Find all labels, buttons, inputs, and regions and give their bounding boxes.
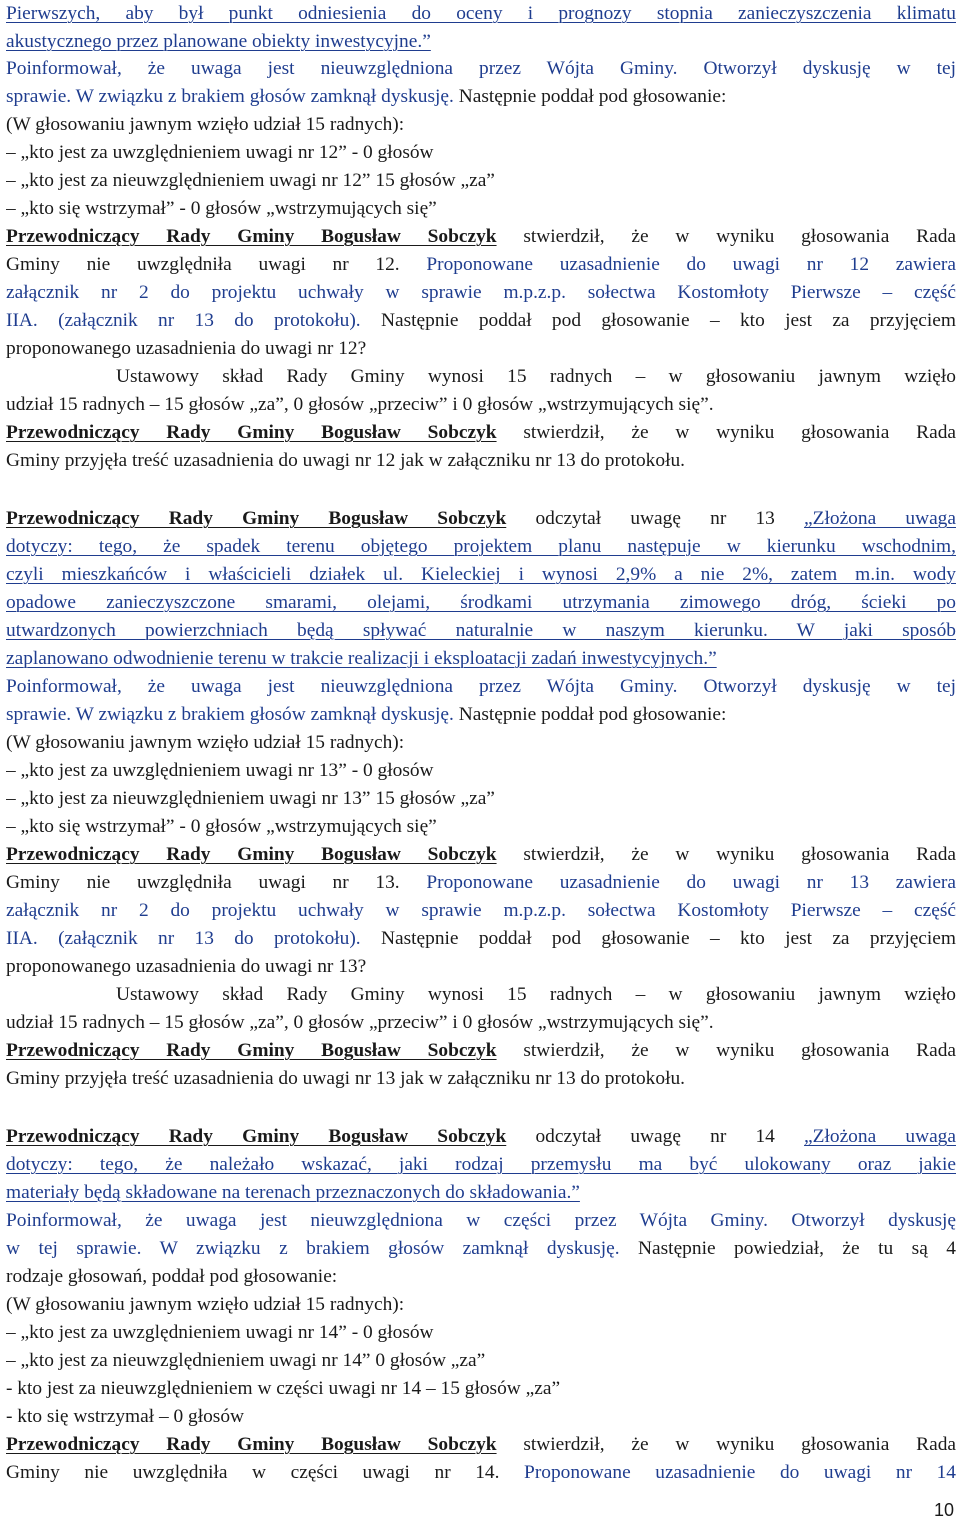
text-segment: Ustawowy skład Rady Gminy wynosi 15 radnych – w głosowaniu jawnym wzięło — [116, 984, 956, 1005]
chairman-name: Pierwszych, aby był punkt odniesienia do oceny i prognozy stopnia zanieczyszczenia klimatu — [6, 3, 956, 24]
text-segment: udział 15 radnych – 15 głosów „za”, 0 głosów „przeciw” i 0 głosów „wstrzymujących się”. — [6, 1012, 714, 1033]
text-line — [6, 1347, 956, 1375]
chairman-name: dotyczy: tego, że spadek terenu objętego projektem planu następuje w kierunku wschodnim, — [6, 536, 956, 557]
text-line — [6, 28, 956, 56]
chairman-name: Przewodniczący Rady Gminy Bogusław Sobczyk — [6, 1126, 507, 1147]
chairman-name: Proponowane uzasadnienie do uwagi nr 12 zawiera — [426, 254, 956, 275]
text-segment: – „kto jest za uwzględnieniem uwagi nr 14” - 0 głosów — [6, 1322, 434, 1343]
text-segment: – „kto jest za nieuwzględnieniem uwagi nr 14” 0 głosów „za” — [6, 1350, 486, 1371]
chairman-name: materiały będą składowane na terenach przeznaczonych do składowania.” — [6, 1182, 580, 1203]
text-segment: - kto się wstrzymał – 0 głosów — [6, 1406, 245, 1427]
text-segment: Gminy nie uwzględniła uwagi nr 13. — [6, 872, 427, 893]
chairman-name: Przewodniczący Rady Gminy Bogusław Sobczyk — [6, 508, 507, 529]
text-line — [6, 729, 956, 757]
chairman-name: Przewodniczący Rady Gminy Bogusław Sobczyk — [6, 1434, 497, 1455]
text-segment: Następnie poddał pod głosowanie – kto jest za przyjęciem — [380, 310, 956, 331]
text-line — [6, 223, 956, 251]
chairman-name: zaplanowano odwodnienie terenu w trakcie realizacji i eksploatacji zadań inwestycyjnych.” — [6, 648, 717, 669]
chairman-name: IIA. (załącznik nr 13 do protokołu). — [6, 928, 381, 949]
text-line — [6, 1263, 956, 1291]
text-line — [6, 55, 956, 83]
chairman-name: IIA. (załącznik nr 13 do protokołu). — [6, 310, 381, 331]
text-line — [6, 1431, 956, 1459]
text-line — [6, 533, 956, 561]
chairman-name: Przewodniczący Rady Gminy Bogusław Sobczyk — [6, 1040, 497, 1061]
text-segment: – „kto się wstrzymał” - 0 głosów „wstrzymujących się” — [6, 198, 437, 219]
text-line — [6, 813, 956, 841]
text-line — [6, 1403, 956, 1431]
text-line — [6, 279, 956, 307]
chairman-name: Poinformował, że uwaga jest nieuwzględniona przez Wójta Gminy. Otworzył dyskusję w tej — [6, 58, 956, 79]
chairman-name: „Złożona uwaga — [804, 1126, 956, 1147]
text-line — [6, 111, 956, 139]
text-segment: – „kto jest za nieuwzględnieniem uwagi nr 13” 15 głosów „za” — [6, 788, 495, 809]
text-segment: Gminy nie uwzględniła uwagi nr 12. — [6, 254, 427, 275]
text-line — [6, 83, 956, 111]
text-line — [116, 363, 956, 391]
text-segment: rodzaje głosowań, poddał pod głosowanie: — [6, 1266, 338, 1287]
text-line — [6, 1037, 956, 1065]
text-line — [6, 953, 956, 981]
text-segment: stwierdził, że w wyniku głosowania Rada — [496, 422, 956, 443]
text-line — [6, 391, 956, 419]
text-segment: Następnie powiedział, że tu są 4 — [638, 1238, 956, 1259]
chairman-name: „Złożona uwaga — [804, 508, 956, 529]
text-line — [6, 925, 956, 953]
text-line — [6, 1291, 956, 1319]
chairman-name: sprawie. W związku z brakiem głosów zamknął dyskusję. — [6, 704, 459, 725]
text-line — [116, 981, 956, 1009]
chairman-name: dotyczy: tego, że należało wskazać, jaki rodzaj przemysłu ma być ulokowany oraz jakie — [6, 1154, 956, 1175]
chairman-name: akustycznego przez planowane obiekty inwestycyjne.” — [6, 31, 431, 52]
text-segment: udział 15 radnych – 15 głosów „za”, 0 głosów „przeciw” i 0 głosów „wstrzymujących się”. — [6, 394, 714, 415]
text-segment: (W głosowaniu jawnym wzięło udział 15 radnych): — [6, 732, 405, 753]
text-segment: proponowanego uzasadnienia do uwagi nr 13? — [6, 956, 367, 977]
text-line — [6, 419, 956, 447]
chairman-name: Poinformował, że uwaga jest nieuwzględniona w części przez Wójta Gminy. Otworzył dyskusję — [6, 1210, 956, 1231]
text-segment: Gminy przyjęła treść uzasadnienia do uwagi nr 13 jak w załączniku nr 13 do protokołu. — [6, 1068, 686, 1089]
text-line — [6, 757, 956, 785]
chairman-name: Przewodniczący Rady Gminy Bogusław Sobczyk — [6, 844, 497, 865]
chairman-name: opadowe zanieczyszczone smarami, olejami, środkami utrzymania zimowego dróg, ścieki po — [6, 592, 956, 613]
text-segment: Następnie poddał pod głosowanie: — [458, 86, 727, 107]
page-number: 10 — [933, 1500, 954, 1520]
text-segment: (W głosowaniu jawnym wzięło udział 15 radnych): — [6, 1294, 405, 1315]
text-segment: stwierdził, że w wyniku głosowania Rada — [496, 1040, 956, 1061]
text-line — [6, 701, 956, 729]
text-line — [6, 673, 956, 701]
text-segment: – „kto jest za uwzględnieniem uwagi nr 12” - 0 głosów — [6, 142, 434, 163]
text-line — [6, 0, 956, 28]
text-segment: proponowanego uzasadnienia do uwagi nr 12? — [6, 338, 367, 359]
chairman-name: Przewodniczący Rady Gminy Bogusław Sobczyk — [6, 422, 497, 443]
text-line — [6, 1459, 956, 1487]
text-line — [6, 505, 956, 533]
text-line — [6, 561, 956, 589]
text-segment: stwierdził, że w wyniku głosowania Rada — [496, 226, 956, 247]
text-line — [6, 1375, 956, 1403]
text-line — [6, 1009, 956, 1037]
text-line — [6, 167, 956, 195]
text-segment: odczytał uwagę nr 13 — [506, 508, 805, 529]
text-segment: – „kto jest za uwzględnieniem uwagi nr 13” - 0 głosów — [6, 760, 434, 781]
text-segment: (W głosowaniu jawnym wzięło udział 15 radnych): — [6, 114, 405, 135]
chairman-name: Proponowane uzasadnienie do uwagi nr 14 — [524, 1462, 956, 1483]
text-line — [6, 1151, 956, 1179]
chairman-name: załącznik nr 2 do projektu uchwały w sprawie m.p.z.p. sołectwa Kostomłoty Pierwsze – część — [6, 282, 956, 303]
text-line — [6, 1123, 956, 1151]
chairman-name: utwardzonych powierzchniach będą spływać naturalnie w naszym kierunku. W jaki sposób — [6, 620, 956, 641]
text-line — [6, 1207, 956, 1235]
text-line — [6, 589, 956, 617]
text-line — [6, 1065, 956, 1093]
text-line — [6, 195, 956, 223]
text-line — [6, 897, 956, 925]
text-line — [6, 1179, 956, 1207]
text-segment: – „kto jest za nieuwzględnieniem uwagi nr 12” 15 głosów „za” — [6, 170, 495, 191]
chairman-name: załącznik nr 2 do projektu uchwały w sprawie m.p.z.p. sołectwa Kostomłoty Pierwsze – część — [6, 900, 956, 921]
text-segment: Gminy przyjęła treść uzasadnienia do uwagi nr 12 jak w załączniku nr 13 do protokołu. — [6, 450, 686, 471]
chairman-name: w tej sprawie. W związku z brakiem głosów zamknął dyskusję. — [6, 1238, 639, 1259]
text-line — [6, 617, 956, 645]
text-line — [6, 447, 956, 475]
text-line — [6, 869, 956, 897]
text-line — [6, 785, 956, 813]
text-line — [6, 139, 956, 167]
text-line — [6, 1319, 956, 1347]
text-line — [6, 307, 956, 335]
text-line — [6, 841, 956, 869]
text-segment: stwierdził, że w wyniku głosowania Rada — [496, 1434, 956, 1455]
chairman-name: sprawie. W związku z brakiem głosów zamknął dyskusję. — [6, 86, 459, 107]
text-line — [6, 335, 956, 363]
text-line — [6, 251, 956, 279]
chairman-name: Proponowane uzasadnienie do uwagi nr 13 zawiera — [426, 872, 956, 893]
chairman-name: czyli mieszkańców i właścicieli działek ul. Kieleckiej i wynosi 2,9% a nie 2%, zatem m.in. wody — [6, 564, 956, 585]
text-segment: stwierdził, że w wyniku głosowania Rada — [496, 844, 956, 865]
text-line — [6, 1235, 956, 1263]
text-segment: – „kto się wstrzymał” - 0 głosów „wstrzymujących się” — [6, 816, 437, 837]
text-segment: Ustawowy skład Rady Gminy wynosi 15 radnych – w głosowaniu jawnym wzięło — [116, 366, 956, 387]
text-segment: odczytał uwagę nr 14 — [506, 1126, 805, 1147]
text-segment: Następnie poddał pod głosowanie – kto jest za przyjęciem — [380, 928, 956, 949]
text-line — [6, 645, 956, 673]
chairman-name: Przewodniczący Rady Gminy Bogusław Sobczyk — [6, 226, 497, 247]
text-segment: - kto jest za nieuwzględnieniem w części uwagi nr 14 – 15 głosów „za” — [6, 1378, 561, 1399]
chairman-name: Poinformował, że uwaga jest nieuwzględniona przez Wójta Gminy. Otworzył dyskusję w tej — [6, 676, 956, 697]
text-segment: Następnie poddał pod głosowanie: — [458, 704, 727, 725]
text-segment: Gminy nie uwzględniła w części uwagi nr 14. — [6, 1462, 525, 1483]
